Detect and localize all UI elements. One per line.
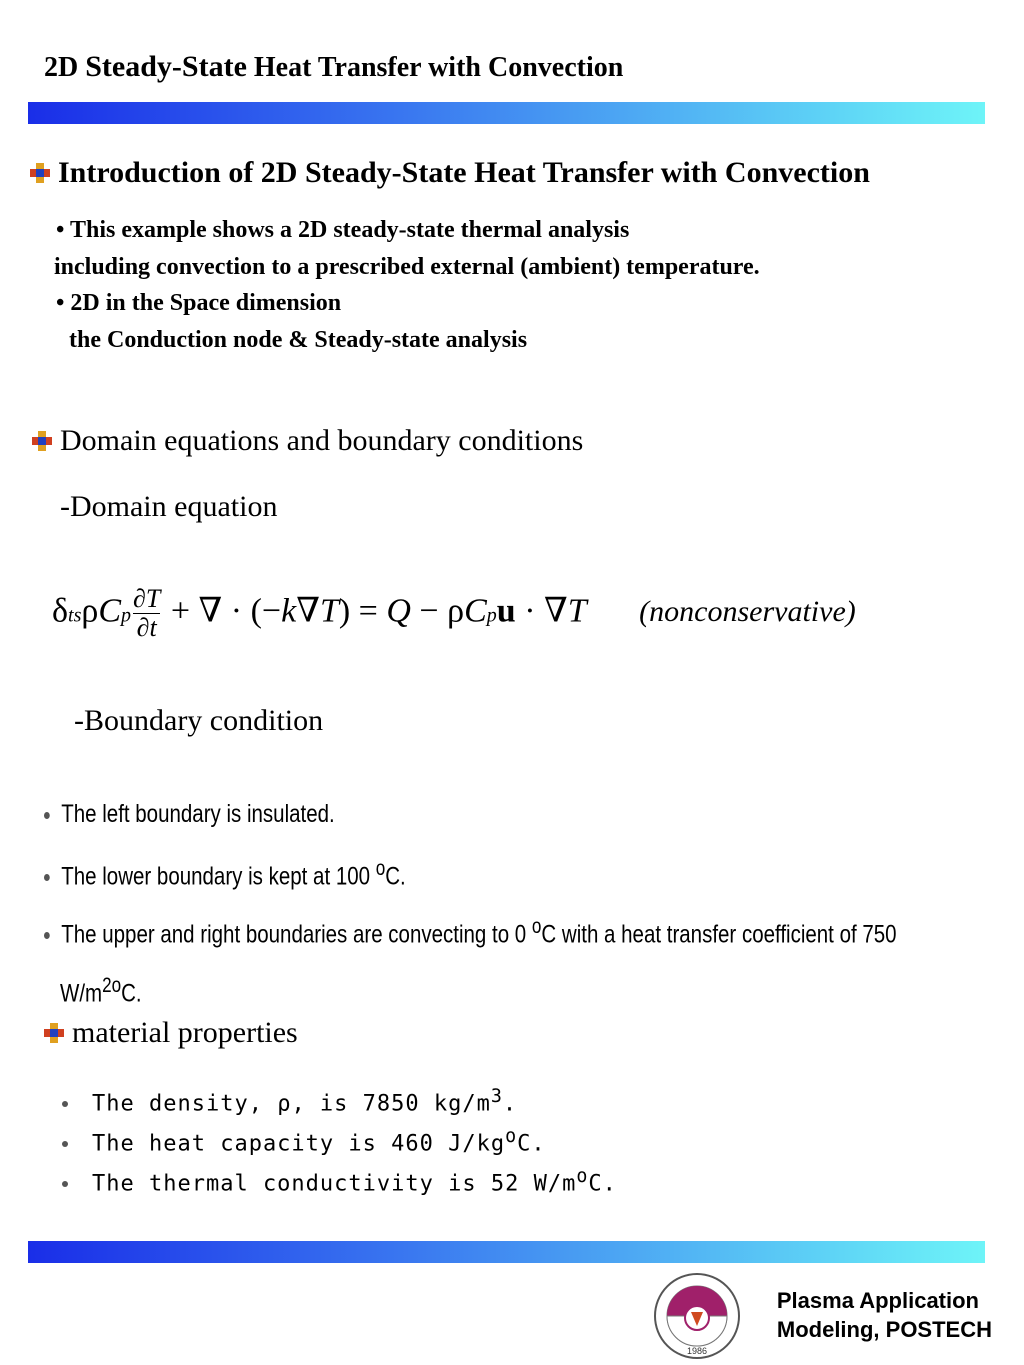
university-seal-icon	[653, 1272, 741, 1360]
intro-line-3: • 2D in the Space dimension	[56, 290, 342, 316]
bc-after: C.	[121, 979, 142, 1008]
rho-symbol: ρ	[277, 1091, 292, 1117]
mp-pre: The thermal conductivity is 52 W/m	[92, 1171, 577, 1197]
bc-after: C.	[385, 862, 406, 891]
material-item-conductivity	[62, 1166, 617, 1196]
mp-pre: The density,	[92, 1091, 278, 1117]
bullet-dot	[62, 1101, 68, 1107]
bc-item-1	[44, 800, 335, 829]
logo-year: 1986	[686, 1346, 708, 1356]
material-heading-text: material properties	[72, 1016, 298, 1049]
bullet-dot	[62, 1181, 68, 1187]
footer-line-1: Plasma Application	[776, 1288, 979, 1313]
mp-sup: 3	[490, 1086, 503, 1107]
bullet-dot	[62, 1141, 68, 1147]
intro-line-2: including convection to a prescribed external (ambient) temperature.	[54, 254, 760, 280]
bullet-icon	[44, 1023, 64, 1043]
bc-sup: 2o	[102, 974, 122, 997]
bullet-dot	[44, 812, 50, 819]
domain-heading	[32, 424, 583, 458]
material-item-density	[62, 1086, 517, 1116]
material-item-heat-capacity	[62, 1126, 546, 1156]
domain-equation-label: -Domain equation	[60, 490, 278, 523]
mp-pre: The heat capacity is 460 J/kg	[92, 1131, 506, 1157]
intro-heading	[30, 156, 870, 190]
domain-equation: δtsρCp $\frac{\partial T}{\partial t}$ + ∇ · (−k∇T) = Q − ρCpu · ∇T (nonconservative)	[52, 584, 856, 642]
title-part-1: 2D	[44, 52, 86, 83]
bc-text: The upper and right boundaries are convecting to 0	[61, 920, 532, 949]
bottom-gradient-bar	[28, 1241, 985, 1263]
boundary-condition-label: -Boundary condition	[74, 704, 324, 737]
bc-after: C with a heat transfer coefficient of 750	[541, 920, 897, 949]
top-gradient-bar	[28, 102, 985, 124]
mp-sup: o	[576, 1166, 589, 1187]
bc-text: The left boundary is insulated.	[61, 800, 335, 828]
bc-text: The lower boundary is kept at 100	[61, 862, 376, 891]
mp-after: C.	[588, 1171, 617, 1197]
bullet-icon	[30, 163, 50, 183]
bullet-icon	[32, 431, 52, 451]
intro-line-4: the Conduction node & Steady-state analysis	[69, 327, 528, 353]
page-title	[44, 50, 623, 84]
equation-tag: (nonconservative)	[639, 595, 856, 629]
bc-item-3-cont	[60, 974, 142, 1008]
mp-after: .	[502, 1091, 518, 1117]
title-part-3: Heat Transfer with Convection	[246, 52, 624, 83]
bullet-dot	[44, 874, 50, 881]
intro-heading-text: Introduction of 2D Steady-State Heat Transfer with Convection	[58, 156, 870, 189]
mp-after: C.	[517, 1131, 546, 1157]
mp-sup: o	[505, 1126, 518, 1147]
domain-heading-text: Domain equations and boundary conditions	[60, 424, 584, 457]
footer-credit	[777, 1286, 992, 1344]
intro-line-1: • This example shows a 2D steady-state thermal analysis	[56, 217, 630, 243]
material-heading	[44, 1016, 298, 1050]
mp-post: , is 7850 kg/m	[291, 1091, 491, 1117]
bc-sup: o	[531, 915, 542, 938]
title-part-2: Steady-State	[85, 50, 247, 83]
bullet-dot	[44, 932, 50, 939]
bc-item-3	[44, 915, 897, 949]
bc-text: W/m	[60, 979, 103, 1008]
bc-sup: o	[375, 857, 386, 880]
bc-item-2	[44, 857, 406, 891]
footer-line-2: Modeling, POSTECH	[776, 1317, 992, 1342]
